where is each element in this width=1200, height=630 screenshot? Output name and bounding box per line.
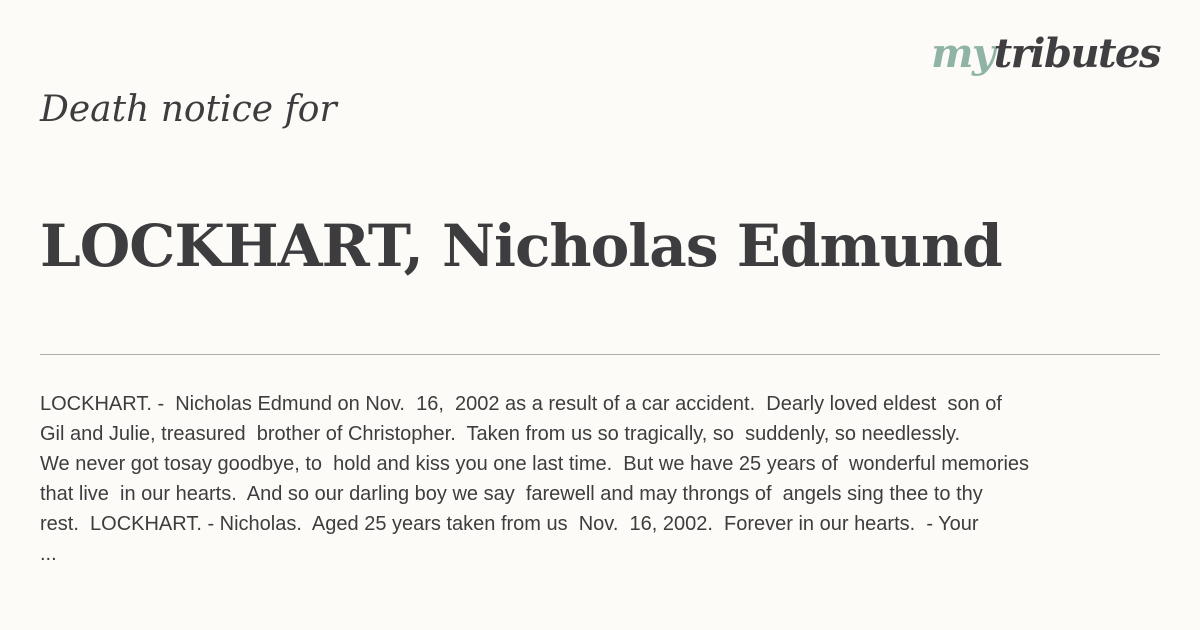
notice-ellipsis: ... — [40, 543, 57, 565]
death-notice-heading: Death notice for — [40, 89, 337, 130]
notice-text-line: We never got tosay goodbye, to hold and kiss you one last time. But we have 25 years of wonderful memories — [40, 453, 1030, 475]
notice-text-line: LOCKHART. - Nicholas Edmund on Nov. 16, 2002 as a result of a car accident. Dearly loved eldest son of — [40, 393, 1002, 415]
logo-my: my — [931, 30, 994, 77]
notice-text-line: Gil and Julie, treasured brother of Christopher. Taken from us so tragically, so suddenly, so needlessly. — [40, 423, 961, 445]
notice-text-line: rest. LOCKHART. - Nicholas. Aged 25 years taken from us Nov. 16, 2002. Forever in our hearts. - Your — [40, 513, 979, 535]
notice-text — [40, 389, 1160, 569]
divider — [40, 354, 1160, 355]
logo-tributes: tributes — [993, 30, 1160, 77]
notice-text-line: that live in our hearts. And so our darling boy we say farewell and may throngs of angels sing thee to thy — [40, 483, 983, 505]
deceased-name: LOCKHART, Nicholas Edmund — [40, 212, 1002, 280]
mytributes-logo — [931, 30, 1160, 77]
